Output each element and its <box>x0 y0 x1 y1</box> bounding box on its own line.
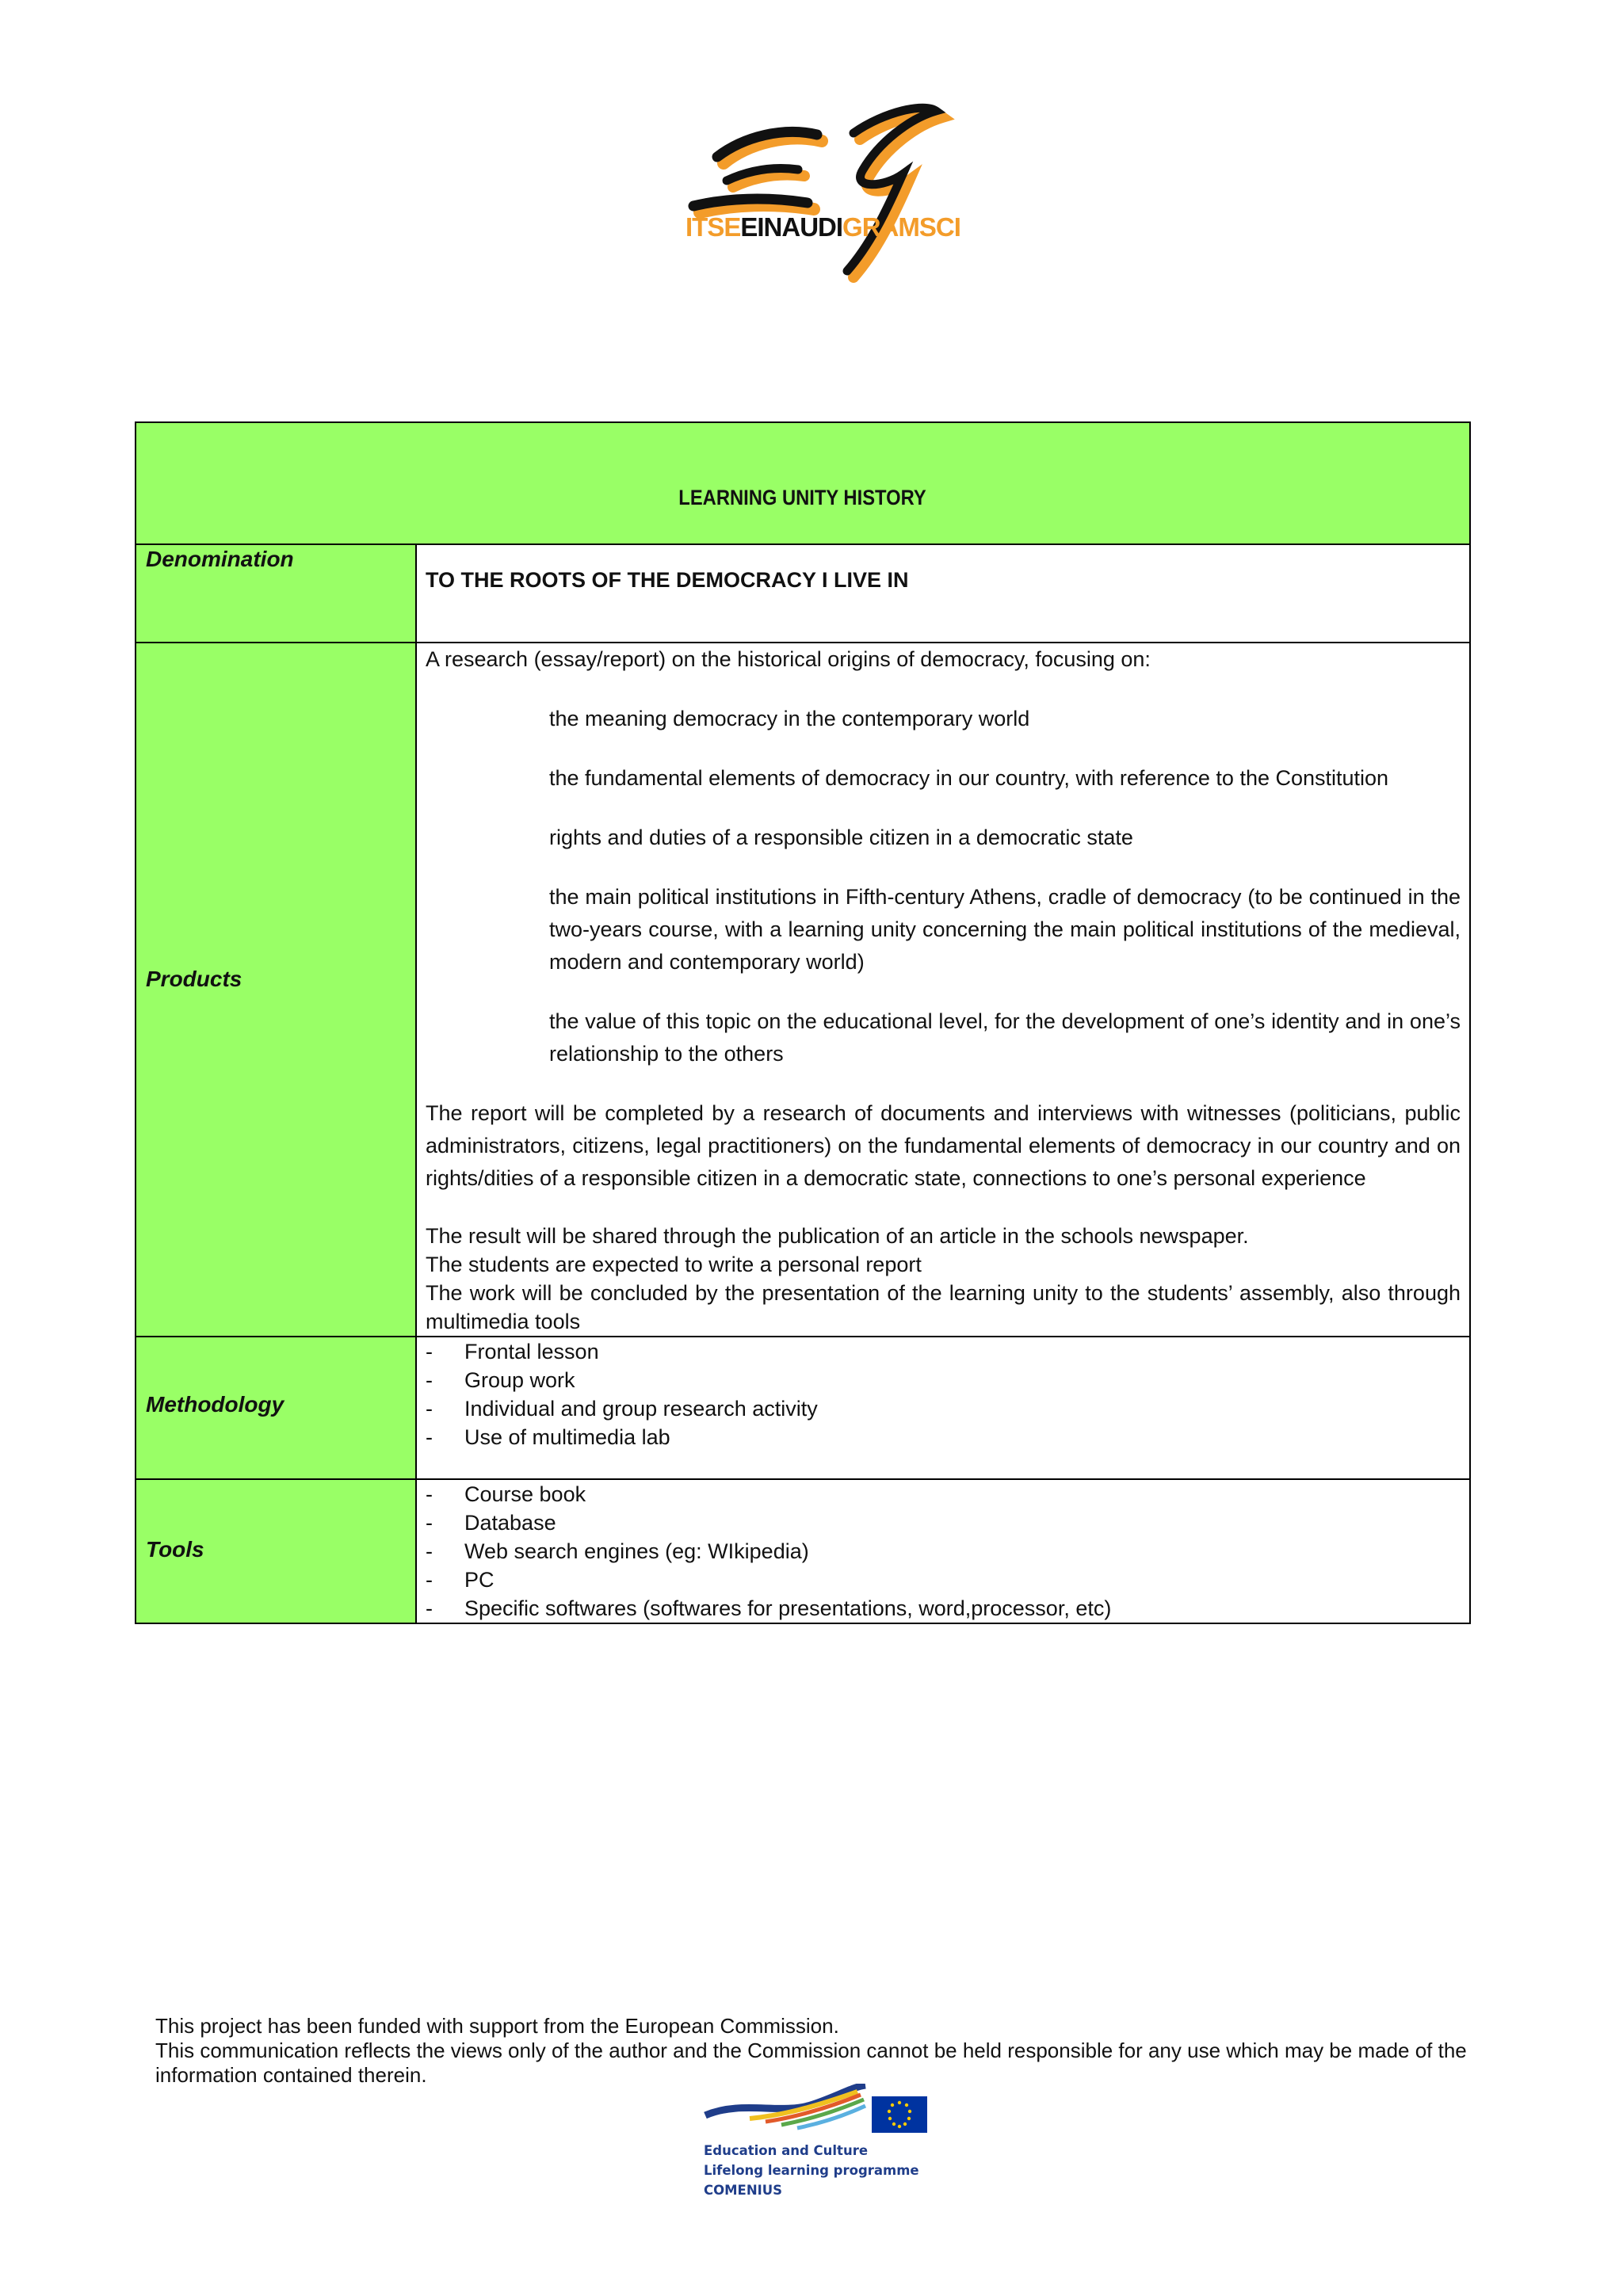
products-students: The students are expected to write a personal report <box>426 1253 922 1276</box>
products-item: rights and duties of a responsible citizen in a democratic state <box>549 826 1133 849</box>
list-item: - Frontal lesson <box>426 1340 599 1363</box>
eg-monogram-icon <box>678 93 963 284</box>
eu-line: COMENIUS <box>704 2183 783 2198</box>
products-item: the meaning democracy in the contemporary world <box>549 707 1030 730</box>
methodology-row <box>136 1337 1470 1479</box>
products-label-cell <box>136 643 416 1337</box>
denomination-value: TO THE ROOTS OF THE DEMOCRACY I LIVE IN <box>426 568 909 592</box>
list-item: - Use of multimedia lab <box>426 1425 670 1449</box>
denomination-row <box>136 544 1470 643</box>
list-item: - Specific softwares (softwares for presentations, word,processor, etc) <box>426 1596 1112 1620</box>
products-result: The result will be shared through the publication of an article in the schools newspaper. <box>426 1224 1249 1248</box>
products-item: the main political institutions in Fifth-century Athens, cradle of democracy (to be continued in the two-years course, with a learning unity concerning the main political institutions of the medieval, modern and contemporary world) <box>549 885 1461 974</box>
products-report: The report will be completed by a research of documents and interviews with witnesses (politicians, public administrators, citizens, legal practitioners) on the fundamental elements of democracy in our country and on rights/dities of a responsible citizen in a democratic state, connections to one’s personal experience <box>426 1101 1461 1190</box>
disclaimer-line: This project has been funded with support from the European Commission. <box>155 2014 839 2038</box>
denomination-label-cell <box>136 544 416 643</box>
list-item: - Web search engines (eg: WIkipedia) <box>426 1539 809 1563</box>
school-name-part: GRAMSCI <box>842 212 960 242</box>
eu-line: Education and Culture <box>704 2143 869 2158</box>
list-item: - PC <box>426 1568 495 1592</box>
products-item: the value of this topic on the educational level, for the development of one’s identity and in one’s relationship to the others <box>549 1009 1461 1066</box>
products-conclusion: The work will be concluded by the presentation of the learning unity to the students’ assembly, also through multimedia tools <box>426 1281 1461 1333</box>
eu-programme-logo <box>702 2084 932 2203</box>
methodology-label-cell <box>136 1337 416 1479</box>
learning-unit-table <box>135 421 1471 1624</box>
tools-label-cell <box>136 1479 416 1623</box>
lifelong-learning-swoosh-icon <box>702 2084 932 2139</box>
school-name-part: ITSE <box>685 212 741 242</box>
tools-list <box>416 1479 1470 1623</box>
table-title-row <box>136 422 1470 544</box>
products-content-cell <box>416 643 1470 1337</box>
school-name <box>685 212 960 242</box>
list-item: - Individual and group research activity <box>426 1397 818 1421</box>
methodology-label: Methodology <box>146 1392 285 1417</box>
eu-programme-text <box>704 2141 919 2200</box>
products-intro: A research (essay/report) on the historical origins of democracy, focusing on: <box>426 647 1151 671</box>
table-title: LEARNING UNITY HISTORY <box>678 486 927 509</box>
list-item: - Course book <box>426 1482 586 1506</box>
list-item: - Group work <box>426 1368 575 1392</box>
table-title-cell <box>136 422 1470 544</box>
tools-label: Tools <box>146 1537 204 1562</box>
eu-line: Lifelong learning programme <box>704 2163 919 2178</box>
tools-row <box>136 1479 1470 1623</box>
products-row <box>136 643 1470 1337</box>
products-label: Products <box>146 967 242 991</box>
funding-disclaimer <box>155 2014 1471 2088</box>
products-item: the fundamental elements of democracy in our country, with reference to the Constitution <box>549 766 1389 790</box>
list-item: - Database <box>426 1511 556 1535</box>
denomination-value-cell <box>416 544 1470 643</box>
school-logo <box>678 93 963 284</box>
denomination-label: Denomination <box>146 547 294 571</box>
methodology-list <box>416 1337 1470 1479</box>
school-name-part: EINAUDI <box>740 212 843 242</box>
disclaimer-line: This communication reflects the views only of the author and the Commission cannot be held responsible for any use which may be made of the information contained therein. <box>155 2039 1467 2087</box>
